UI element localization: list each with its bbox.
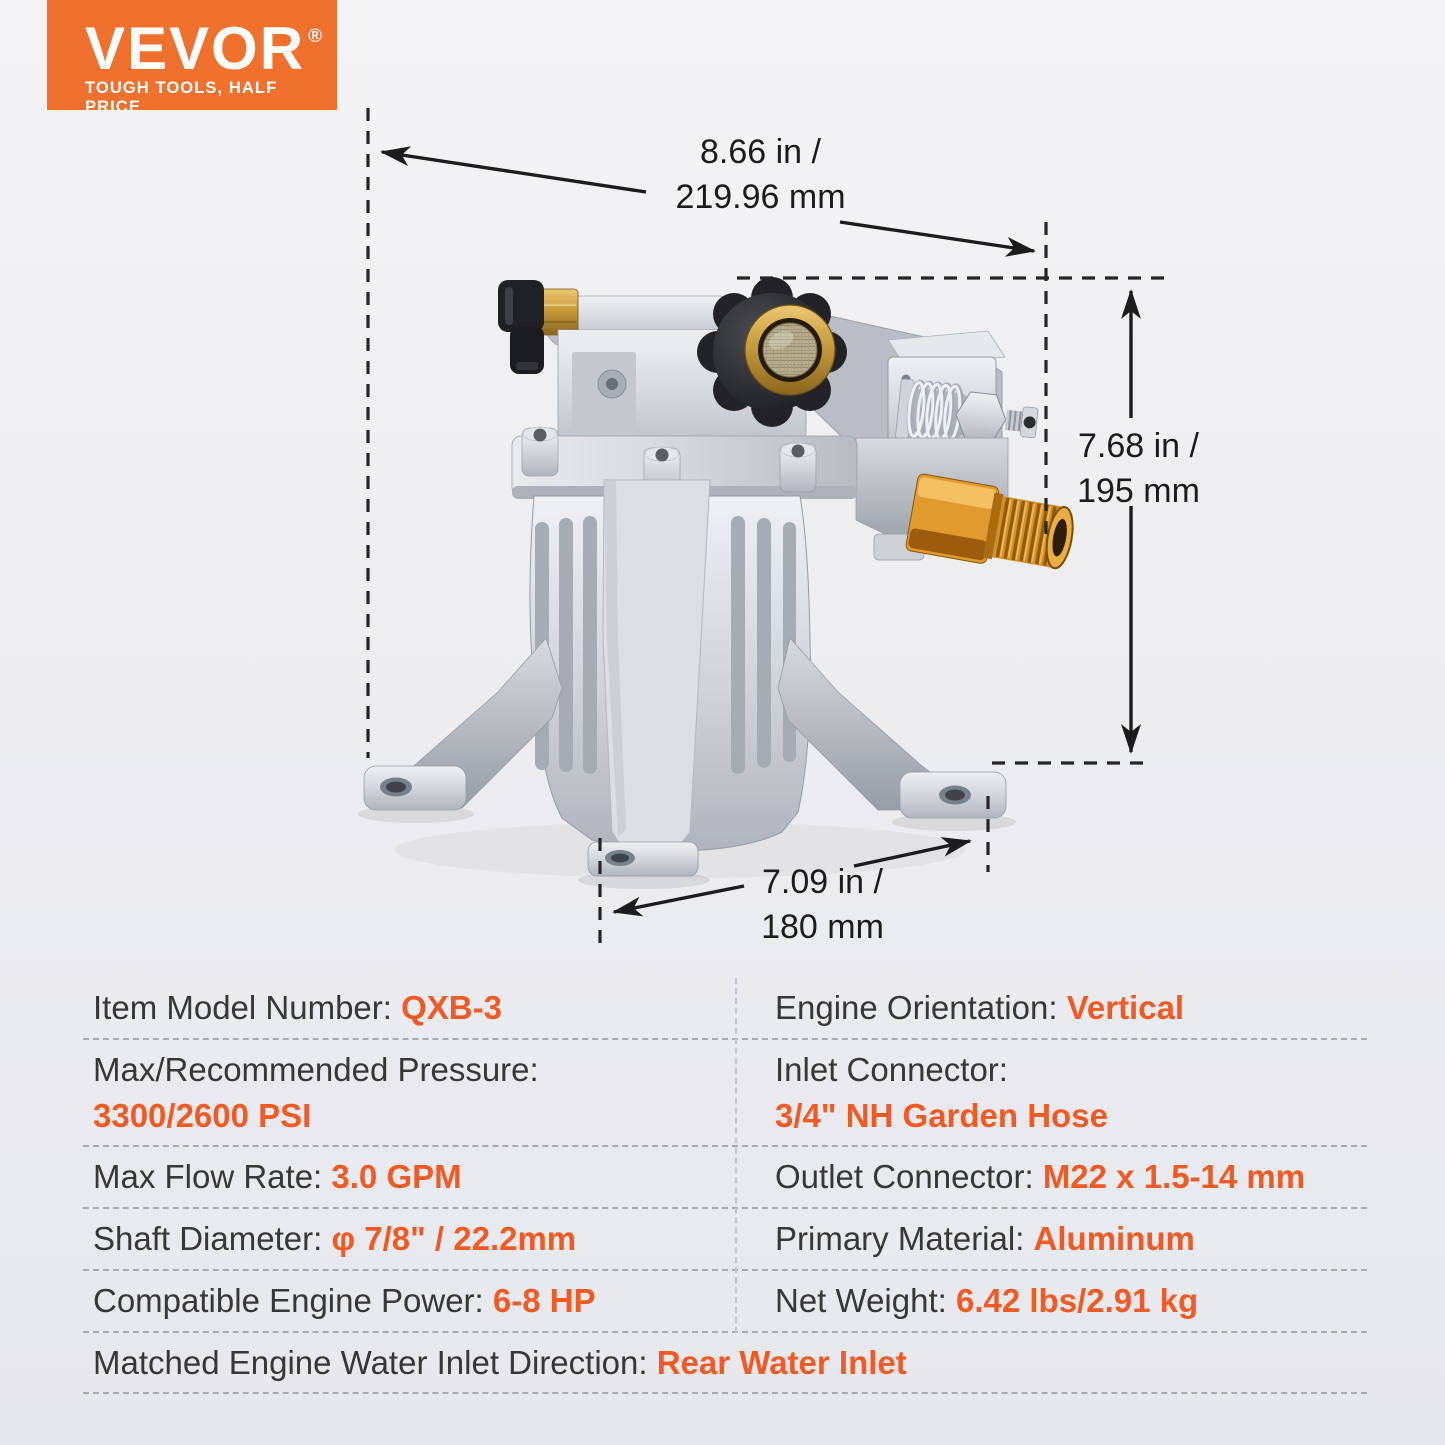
spec-label: Max/Recommended Pressure: [93,1050,539,1088]
spec-cell-primary-material [735,1209,1367,1269]
dimension-depth-label [650,860,995,950]
spec-label: Net Weight: [775,1282,956,1319]
front-foot-hole-inner [611,854,629,863]
spec-cell-inlet-connector [735,1040,1367,1145]
spec-value: φ 7/8" / 22.2mm [331,1220,577,1257]
manifold-boss-center [606,378,618,390]
spec-label: Compatible Engine Power: [93,1282,493,1319]
spec-label: Shaft Diameter: [93,1220,332,1257]
right-foot-hole-inner [945,790,965,801]
spec-value: 3300/2600 PSI [93,1096,312,1134]
spec-value: 6-8 HP [492,1282,596,1319]
dimension-width-line2: 219.96 mm [675,178,846,216]
spec-label: Item Model Number: [93,989,402,1026]
spec-cell-engine-power [83,1271,735,1331]
spec-value: Rear Water Inlet [656,1343,907,1381]
thermal-valve-black-cap [498,280,544,332]
spec-value: Aluminum [1033,1220,1195,1257]
spec-cell-net-weight [735,1271,1367,1331]
spec-row-power-weight [83,1271,1367,1333]
spec-cell-outlet-connector [735,1147,1367,1207]
spec-row-model-orientation [83,978,1367,1040]
spec-value: 3.0 GPM [331,1158,462,1195]
logo-brand-text: VEVOR [85,15,306,82]
spec-label: Matched Engine Water Inlet Direction: [93,1343,657,1381]
dimension-height-line1: 7.68 in / [1078,427,1199,465]
bolt [780,443,816,492]
left-foot-hole-inner [386,782,406,793]
dimension-depth-line1: 7.09 in / [762,863,883,901]
spec-cell-model [83,978,735,1038]
spec-row-flow-outlet [83,1147,1367,1209]
spec-value: M22 x 1.5-14 mm [1042,1158,1306,1195]
spec-row-water-inlet-direction [83,1333,1367,1394]
spec-cell-shaft-diameter [83,1209,735,1269]
registered-mark: ® [308,26,323,47]
spec-label: Max Flow Rate: [93,1158,332,1195]
spec-cell-flow-rate [83,1147,735,1207]
spec-table-column-divider [735,978,737,1333]
dimension-width-line1: 8.66 in / [700,133,821,171]
elbow-ridge [516,362,538,370]
spec-label: Outlet Connector: [775,1158,1043,1195]
spec-table [83,978,1367,1394]
spec-row-pressure-inlet [83,1040,1367,1147]
bolt [522,427,558,476]
dimension-width-label [588,130,933,220]
dimension-height-label [1026,424,1251,514]
spec-label: Engine Orientation: [775,989,1067,1026]
width-arrow-right [840,222,1034,251]
logo-tagline: TOUGH TOOLS, HALF PRICE [85,79,278,116]
dimension-height-line2: 195 mm [1077,472,1200,510]
spec-cell-water-inlet-direction [83,1333,907,1392]
spec-cell-orientation [735,978,1367,1038]
left-foot [364,766,466,810]
spec-value: 3/4" NH Garden Hose [775,1096,1108,1134]
dimension-depth-line2: 180 mm [761,908,884,946]
cap-highlight [505,287,513,325]
spec-value: Vertical [1066,989,1185,1026]
inlet-knob [697,277,847,427]
spec-label: Primary Material: [775,1220,1034,1257]
spec-label: Inlet Connector: [775,1050,1008,1088]
spec-row-shaft-material [83,1209,1367,1271]
inlet-filter-screen [763,323,817,377]
spec-value: QXB-3 [401,989,502,1026]
spec-cell-pressure [83,1040,735,1145]
pump-image [358,277,1078,889]
spec-value: 6.42 lbs/2.91 kg [955,1282,1199,1319]
